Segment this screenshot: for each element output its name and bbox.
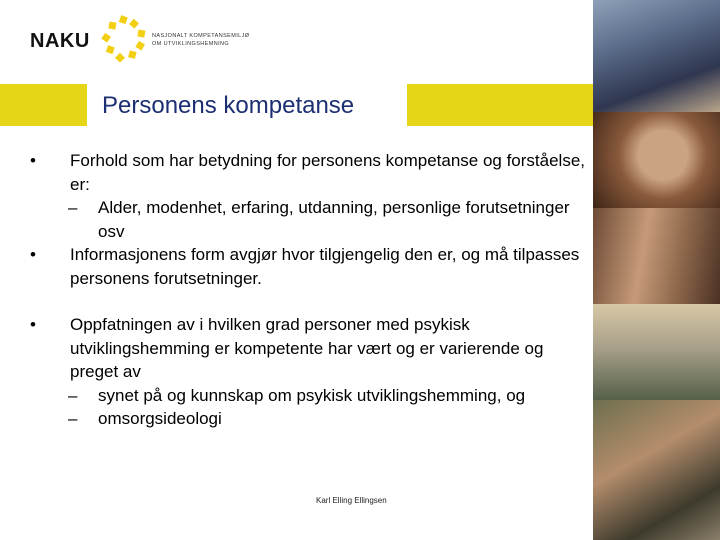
man-outdoors-photo bbox=[593, 304, 720, 400]
sub-bullet-text: synet på og kunnskap om psykisk utviklingshemming, og bbox=[98, 385, 526, 405]
naku-logo bbox=[30, 14, 260, 70]
sub-bullet-item bbox=[30, 407, 590, 431]
dash-mark: – bbox=[68, 385, 78, 405]
sub-bullet-item bbox=[30, 196, 590, 243]
elderly-woman-photo bbox=[593, 112, 720, 208]
bullet-mark: • bbox=[30, 151, 36, 170]
sub-bullet-text: Alder, modenhet, erfaring, utdanning, personlige forutsetninger osv bbox=[98, 198, 570, 241]
logo-subtitle bbox=[152, 32, 249, 48]
bullet-item bbox=[30, 243, 590, 290]
slide-title: Personens kompetanse bbox=[102, 92, 355, 119]
snowmobile-photo bbox=[593, 0, 720, 112]
bullet-text: Informasjonens form avgjør hvor tilgjengelig den er, og må tilpasses personens forutsetninger. bbox=[70, 245, 580, 288]
photo-strip bbox=[593, 0, 720, 540]
logo-wordmark: NAKU bbox=[30, 30, 90, 52]
dash-mark: – bbox=[68, 198, 78, 217]
couple-kissing-photo bbox=[593, 208, 720, 304]
slide-body bbox=[30, 149, 590, 431]
logo-subtitle-line1: NASJONALT KOMPETANSEMILJØ bbox=[152, 33, 250, 39]
bullet-mark: • bbox=[30, 245, 36, 264]
bullet-text: Oppfatningen av i hvilken grad personer med psykisk utviklingshemming er kompetente har vært og er varierende og preget av bbox=[70, 315, 544, 381]
dash-mark: – bbox=[68, 409, 78, 428]
bullet-item bbox=[30, 313, 590, 384]
logo-subtitle-line2: OM UTVIKLINGSHEMNING bbox=[152, 41, 230, 47]
bullet-mark: • bbox=[30, 315, 36, 334]
sub-bullet-item bbox=[30, 384, 590, 408]
bullet-text: Forhold som har betydning for personens kompetanse og forståelse, er: bbox=[70, 151, 586, 194]
bullet-item bbox=[30, 149, 590, 196]
children-photo bbox=[593, 400, 720, 540]
author-credit: Karl Elling Ellingsen bbox=[316, 496, 387, 505]
sub-bullet-text: omsorgsideologi bbox=[98, 409, 222, 428]
